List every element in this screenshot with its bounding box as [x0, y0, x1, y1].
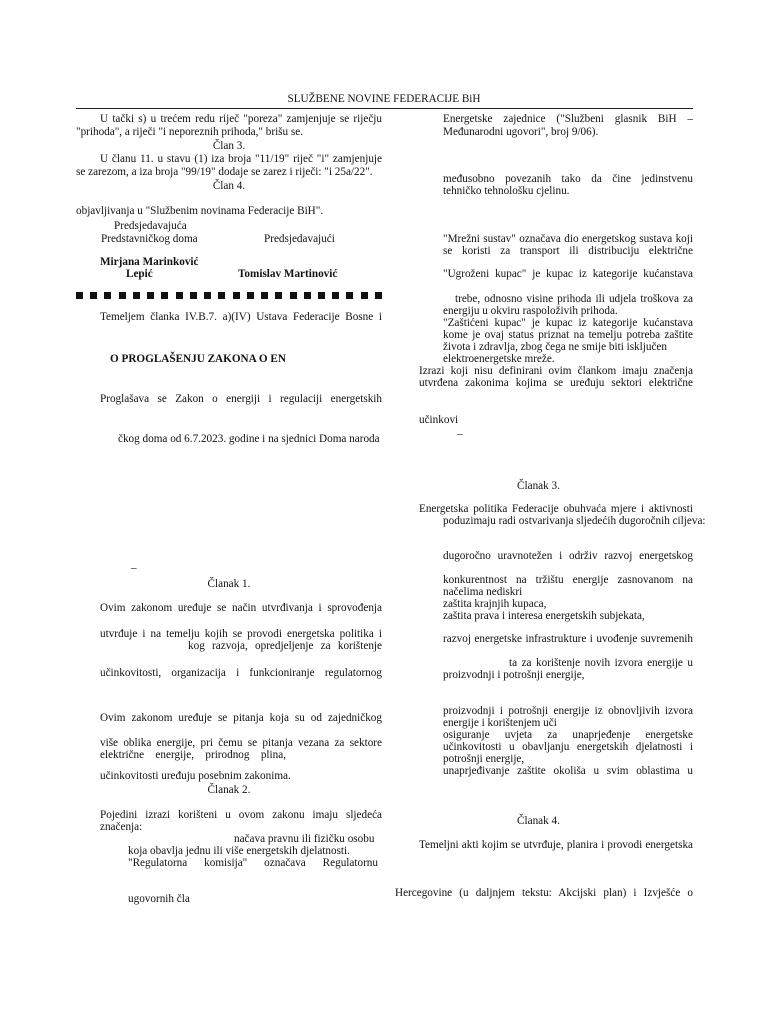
clanak-3-line-1: Energetska politika Federacije obuhvaća mjere i aktivnosti: [419, 503, 693, 515]
clan-3-heading: Član 3.: [212, 140, 246, 152]
presiding-title-3: Predsjedavajući: [264, 233, 335, 245]
clanak-1-line-8: učinkovitosti uređuju posebnim zakonima.: [100, 770, 291, 782]
page-header: SLUŽBENE NOVINE FEDERACIJE BiH: [287, 93, 481, 105]
right-line-6: se koristi za transport ili distribuciju električne: [443, 245, 693, 257]
proglasava-line: Proglašava se Zakon o energiji i regulaciji energetskih: [100, 393, 382, 405]
clanak-1-line-1: Ovim zakonom uređuje se način utvrđivanja i sprovođenja: [100, 602, 382, 614]
clanak-1-line-3: kog razvoja, opredjeljenje za korištenje: [188, 640, 382, 652]
goal-8: osiguranje uvjeta za unaprjeđenje energetske: [443, 729, 693, 741]
goal-5: razvoj energetske infrastrukture i uvođenje suvremenih: [443, 633, 693, 645]
goal-9: unaprjeđivanje zaštite okoliša u svim oblastima u: [443, 765, 693, 777]
right-line-13: elektroenergetske mreže.: [443, 353, 555, 365]
clanak-1-heading: Članak 1.: [207, 578, 251, 590]
goal-2-cont: načelima nediskri: [443, 586, 523, 598]
clanak-1-line-6: više oblika energije, pri čemu se pitanja vezana za sektore: [100, 737, 382, 749]
clanak-1-line-5: Ovim zakonom uređuje se pitanja koja su od zajedničkog: [100, 712, 382, 724]
goal-4: zaštita prava i interesa energetskih subjekata,: [443, 610, 645, 622]
clanak-2-heading: Članak 2.: [207, 784, 251, 796]
goal-8-cont: učinkovitosti u obavljanju energetskih djelatnosti i: [443, 741, 693, 753]
right-line-14: Izrazi koji nisu definirani ovim člankom imaju značenja: [419, 365, 693, 377]
clanak-4-heading: Članak 4.: [517, 815, 560, 827]
right-line-16: učinkovi: [419, 414, 459, 426]
clanak-1-line-4: učinkovitosti, organizacija i funkcioniranje regulatornog: [100, 667, 382, 679]
right-line-12: života i zdravlja, zbog čega ne smije biti isključen: [443, 341, 667, 353]
signatory-1: Mirjana Marinković: [100, 256, 199, 268]
clanak-2-line-4: koja obavlja jednu ili više energetskih djelatnosti.: [128, 845, 350, 857]
goal-6: ta za korištenje novih izvora energije u: [509, 657, 693, 669]
clanak-4-line-2: Hercegovine (u daljnjem tekstu: Akcijski plan) i Izvješće o: [395, 887, 693, 899]
presiding-title-2: Predstavničkog doma: [101, 233, 198, 245]
clanak-2-line-1: Pojedini izrazi korišteni u ovom zakonu imaju sljedeća: [100, 809, 382, 821]
amend-line-3: U članu 11. u stavu (1) iza broja "11/19" riječ "i" zamjenjuje: [100, 153, 382, 165]
clanak-1-line-7: električne energije, prirodnog plina,: [100, 749, 286, 761]
clanak-2-line-6: ugovornih čla: [128, 893, 190, 905]
goal-7: proizvodnji i potrošnji energije iz obnovljivih izvora: [443, 705, 693, 717]
amend-line-4: se zarezom, a iza broja "99/19" dodaje se zarez i riječi: "i 25a/22".: [76, 166, 373, 178]
goal-3: zaštita krajnjih kupaca,: [443, 598, 547, 610]
clanak-3-line-2: poduzimaju radi ostvarivanja sljedećih dugoročnih ciljeva:: [443, 515, 706, 527]
right-line-9: energiju u okviru raspoloživih prihoda.: [443, 305, 618, 317]
right-line-2: Međunarodni ugovori", broj 9/06).: [443, 126, 599, 138]
right-line-10: "Zaštićeni kupac" je kupac iz kategorije kućanstava: [443, 317, 693, 329]
signatory-1-surname: Lepić: [126, 268, 153, 280]
clanak-2-line-2: značenja:: [100, 821, 143, 833]
goal-8-cont-2: potrošnji energije,: [443, 753, 525, 765]
clanak-2-line-5: "Regulatorna komisija" označava Regulatornu: [128, 857, 378, 869]
header-rule: [76, 108, 693, 109]
right-line-1: Energetske zajednice ("Službeni glasnik BiH –: [443, 113, 693, 125]
presiding-title-1: Predsjedavajuća: [114, 220, 187, 232]
right-line-5: "Mrežni sustav" označava dio energetskog sustava koji: [443, 233, 693, 245]
goal-6-cont: proizvodnji i potrošnji energije,: [443, 669, 585, 681]
clanak-3-heading: Članak 3.: [517, 480, 560, 492]
section-separator: [76, 292, 382, 300]
right-line-8: trebe, odnosno visine prihoda ili udjela troškova za: [455, 293, 693, 305]
right-line-11: kome je ovaj status priznat na temelju potreba zaštite: [443, 329, 693, 341]
decree-title: O PROGLAŠENJU ZAKONA O EN: [110, 353, 286, 365]
right-line-3: međusobno povezanih tako da čine jedinstvenu: [443, 173, 693, 185]
clanak-4-line-1: Temeljni akti kojim se utvrđuje, planira i provodi energetska: [419, 839, 693, 851]
goal-1: dugoročno uravnotežen i održiv razvoj energetskog: [443, 550, 693, 562]
clanak-2-line-3: načava pravnu ili fizičku osobu: [234, 833, 375, 845]
publication-line: objavljivanja u "Službenim novinama Federacije BiH".: [76, 205, 324, 217]
clanak-1-line-2: utvrđuje i na temelju kojih se provodi energetska politika i: [100, 628, 382, 640]
amend-line-1: U tački s) u trećem redu riječ "poreza" zamjenjuje se riječju: [100, 113, 382, 125]
clan-4-heading: Član 4.: [212, 180, 246, 192]
temeljem-line: Temeljem članka IV.B.7. a)(IV) Ustava Federacije Bosne i: [100, 311, 382, 323]
dash-left: –: [131, 562, 137, 574]
right-line-7: "Ugroženi kupac" je kupac iz kategorije kućanstava: [443, 268, 693, 280]
right-line-15: utvrđena zakonima kojima se uređuju sektori električne: [419, 377, 693, 389]
sjednica-line: čkog doma od 6.7.2023. godine i na sjednici Doma naroda: [118, 433, 380, 445]
signatory-2: Tomislav Martinović: [238, 268, 338, 280]
right-line-4: tehničko tehnološku cjelinu.: [443, 185, 570, 197]
dash-right: –: [457, 428, 463, 440]
goal-2: konkurentnost na tržištu energije zasnovanom na: [443, 574, 693, 586]
amend-line-2: "prihoda", a riječi "i neporeznih prihoda," brišu se.: [76, 126, 304, 138]
goal-7-cont: energije i korištenjem uči: [443, 717, 557, 729]
